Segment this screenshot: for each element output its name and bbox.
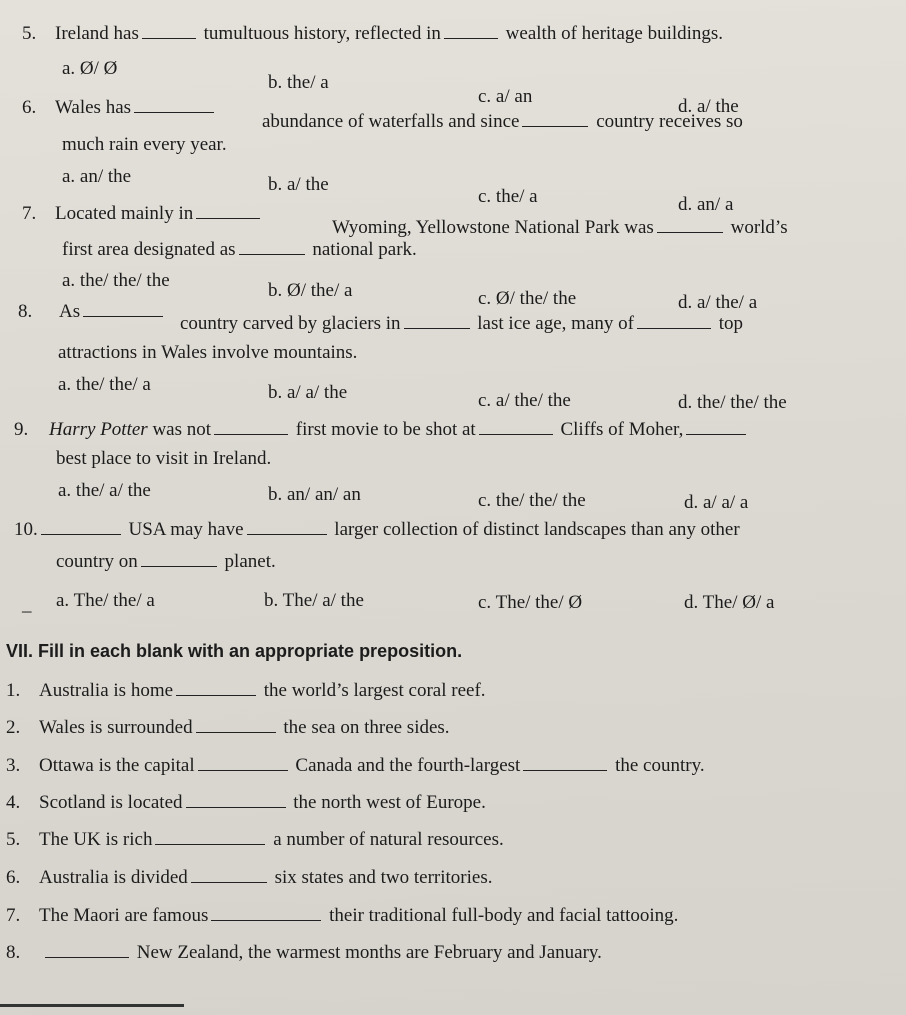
question-8-line-1	[18, 300, 166, 323]
question-text: national park.	[312, 239, 417, 260]
question-number: 7.	[22, 203, 37, 224]
item-text: Australia is home	[39, 680, 174, 701]
option-c[interactable]: c. a/ an	[478, 86, 533, 107]
item-text: a number of natural resources.	[273, 829, 504, 850]
option-d[interactable]: d. an/ a	[678, 194, 734, 215]
answer-blank[interactable]	[637, 312, 711, 329]
item-text: The UK is rich	[39, 829, 153, 850]
answer-blank[interactable]	[198, 754, 288, 771]
question-text: first movie to be shot at	[295, 419, 476, 440]
question-text: world’s	[730, 217, 788, 238]
item-number: 5.	[6, 829, 21, 850]
option-d[interactable]: d. a/ a/ a	[684, 492, 749, 513]
answer-blank[interactable]	[45, 941, 129, 958]
question-7-line-1b	[332, 216, 788, 239]
item-number: 6.	[6, 867, 21, 888]
question-6-line-1b	[262, 110, 743, 133]
answer-blank[interactable]	[83, 300, 163, 317]
item-text: the sea on three sides.	[283, 717, 450, 738]
question-10-line-1	[14, 518, 740, 541]
option-c[interactable]: c. Ø/ the/ the	[478, 288, 577, 309]
item-text: Wales is surrounded	[39, 717, 193, 738]
question-text: larger collection of distinct landscapes than any other	[334, 519, 740, 540]
movie-title: Harry Potter	[49, 419, 148, 440]
item-text: Canada and the fourth-largest	[295, 755, 521, 776]
question-number: 10.	[14, 519, 38, 540]
question-text: country on	[56, 551, 138, 572]
option-a[interactable]: a. Ø/ Ø	[62, 58, 118, 79]
answer-blank[interactable]	[186, 791, 286, 808]
option-a[interactable]: a. The/ the/ a	[56, 590, 155, 611]
question-8-line-2: attractions in Wales involve mountains.	[58, 342, 358, 363]
item-number: 4.	[6, 792, 21, 813]
item-number: 2.	[6, 717, 21, 738]
option-b[interactable]: b. the/ a	[268, 72, 329, 93]
item-number: 1.	[6, 680, 21, 701]
answer-blank[interactable]	[657, 216, 723, 233]
fill-item	[6, 716, 450, 739]
question-text: Wales has	[55, 97, 132, 118]
question-text: planet.	[224, 551, 276, 572]
question-9-line-2: best place to visit in Ireland.	[56, 448, 272, 469]
option-d[interactable]: d. a/ the	[678, 96, 739, 117]
option-b[interactable]: b. The/ a/ the	[264, 590, 364, 611]
option-d[interactable]: d. The/ Ø/ a	[684, 592, 775, 613]
option-b[interactable]: b. an/ an/ an	[268, 484, 361, 505]
answer-blank[interactable]	[686, 418, 746, 435]
question-text: wealth of heritage buildings.	[505, 23, 724, 44]
item-text: New Zealand, the warmest months are February and January.	[136, 942, 602, 963]
question-text: first area designated as	[62, 239, 236, 260]
item-text: the world’s largest coral reef.	[263, 680, 486, 701]
answer-blank[interactable]	[523, 754, 607, 771]
option-d[interactable]: d. the/ the/ the	[678, 392, 787, 413]
option-c[interactable]: c. the/ a	[478, 186, 538, 207]
fill-item	[6, 904, 678, 927]
item-text: Scotland is located	[39, 792, 183, 813]
question-number: 6.	[22, 97, 37, 118]
option-b[interactable]: b. a/ a/ the	[268, 382, 348, 403]
answer-blank[interactable]	[141, 550, 217, 567]
answer-blank[interactable]	[404, 312, 470, 329]
question-text: Wyoming, Yellowstone National Park was	[332, 217, 654, 238]
question-text: Ireland has	[55, 23, 139, 44]
answer-blank[interactable]	[522, 110, 588, 127]
answer-blank[interactable]	[479, 418, 553, 435]
item-text: the north west of Europe.	[293, 792, 486, 813]
option-a[interactable]: a. an/ the	[62, 166, 132, 187]
question-text: country carved by glaciers in	[180, 313, 401, 334]
item-number: 8.	[6, 942, 21, 963]
option-b[interactable]: b. a/ the	[268, 174, 329, 195]
question-number: 5.	[22, 23, 37, 44]
question-text: As	[59, 301, 81, 322]
answer-blank[interactable]	[239, 238, 305, 255]
item-text: The Maori are famous	[39, 905, 209, 926]
question-8-line-1b	[180, 312, 743, 335]
answer-blank[interactable]	[196, 202, 260, 219]
item-text: the country.	[615, 755, 705, 776]
item-number: 3.	[6, 755, 21, 776]
answer-blank[interactable]	[41, 518, 121, 535]
item-text: their traditional full-body and facial tattooing.	[329, 905, 679, 926]
question-number: 9.	[14, 419, 29, 440]
question-text: tumultuous history, reflected in	[203, 23, 441, 44]
fill-item	[6, 791, 486, 814]
option-c[interactable]: c. a/ the/ the	[478, 390, 571, 411]
fill-item	[6, 679, 486, 702]
question-text: USA may have	[128, 519, 244, 540]
answer-blank[interactable]	[155, 828, 265, 845]
answer-blank[interactable]	[196, 716, 276, 733]
margin-dash: _	[22, 594, 32, 615]
question-7-line-1	[22, 202, 263, 225]
item-text: six states and two territories.	[274, 867, 493, 888]
fill-item	[6, 754, 705, 777]
option-a[interactable]: a. the/ the/ a	[58, 374, 151, 395]
question-6-line-2: much rain every year.	[62, 134, 227, 155]
question-number: 8.	[18, 301, 33, 322]
answer-blank[interactable]	[444, 22, 498, 39]
item-text: Australia is divided	[39, 867, 188, 888]
option-a[interactable]: a. the/ a/ the	[58, 480, 151, 501]
option-c[interactable]: c. The/ the/ Ø	[478, 592, 583, 613]
question-text: country receives so	[596, 111, 743, 132]
question-text: Located mainly in	[55, 203, 194, 224]
question-7-line-2	[62, 238, 417, 261]
option-a[interactable]: a. the/ the/ the	[62, 270, 170, 291]
question-text: Cliffs of Moher,	[560, 419, 684, 440]
answer-blank[interactable]	[211, 904, 321, 921]
fill-item	[6, 828, 504, 851]
question-text: top	[718, 313, 743, 334]
option-d[interactable]: d. a/ the/ a	[678, 292, 758, 313]
question-6-line-1	[22, 96, 217, 119]
answer-blank[interactable]	[191, 866, 267, 883]
fill-item	[6, 866, 493, 889]
option-b[interactable]: b. Ø/ the/ a	[268, 280, 353, 301]
question-5-line-1	[22, 22, 723, 45]
section-title: VII. Fill in each blank with an appropriate preposition.	[6, 641, 463, 661]
answer-blank[interactable]	[142, 22, 196, 39]
answer-blank[interactable]	[214, 418, 288, 435]
question-9-line-1	[14, 418, 749, 441]
option-c[interactable]: c. the/ the/ the	[478, 490, 586, 511]
answer-blank[interactable]	[176, 679, 256, 696]
item-text: Ottawa is the capital	[39, 755, 195, 776]
page-edge-line	[0, 1004, 184, 1007]
fill-item	[6, 941, 602, 964]
answer-blank[interactable]	[134, 96, 214, 113]
question-text: abundance of waterfalls and since	[262, 111, 520, 132]
question-text: last ice age, many of	[477, 313, 634, 334]
question-10-line-2	[56, 550, 276, 573]
answer-blank[interactable]	[247, 518, 327, 535]
item-number: 7.	[6, 905, 21, 926]
question-text: was not	[152, 419, 212, 440]
